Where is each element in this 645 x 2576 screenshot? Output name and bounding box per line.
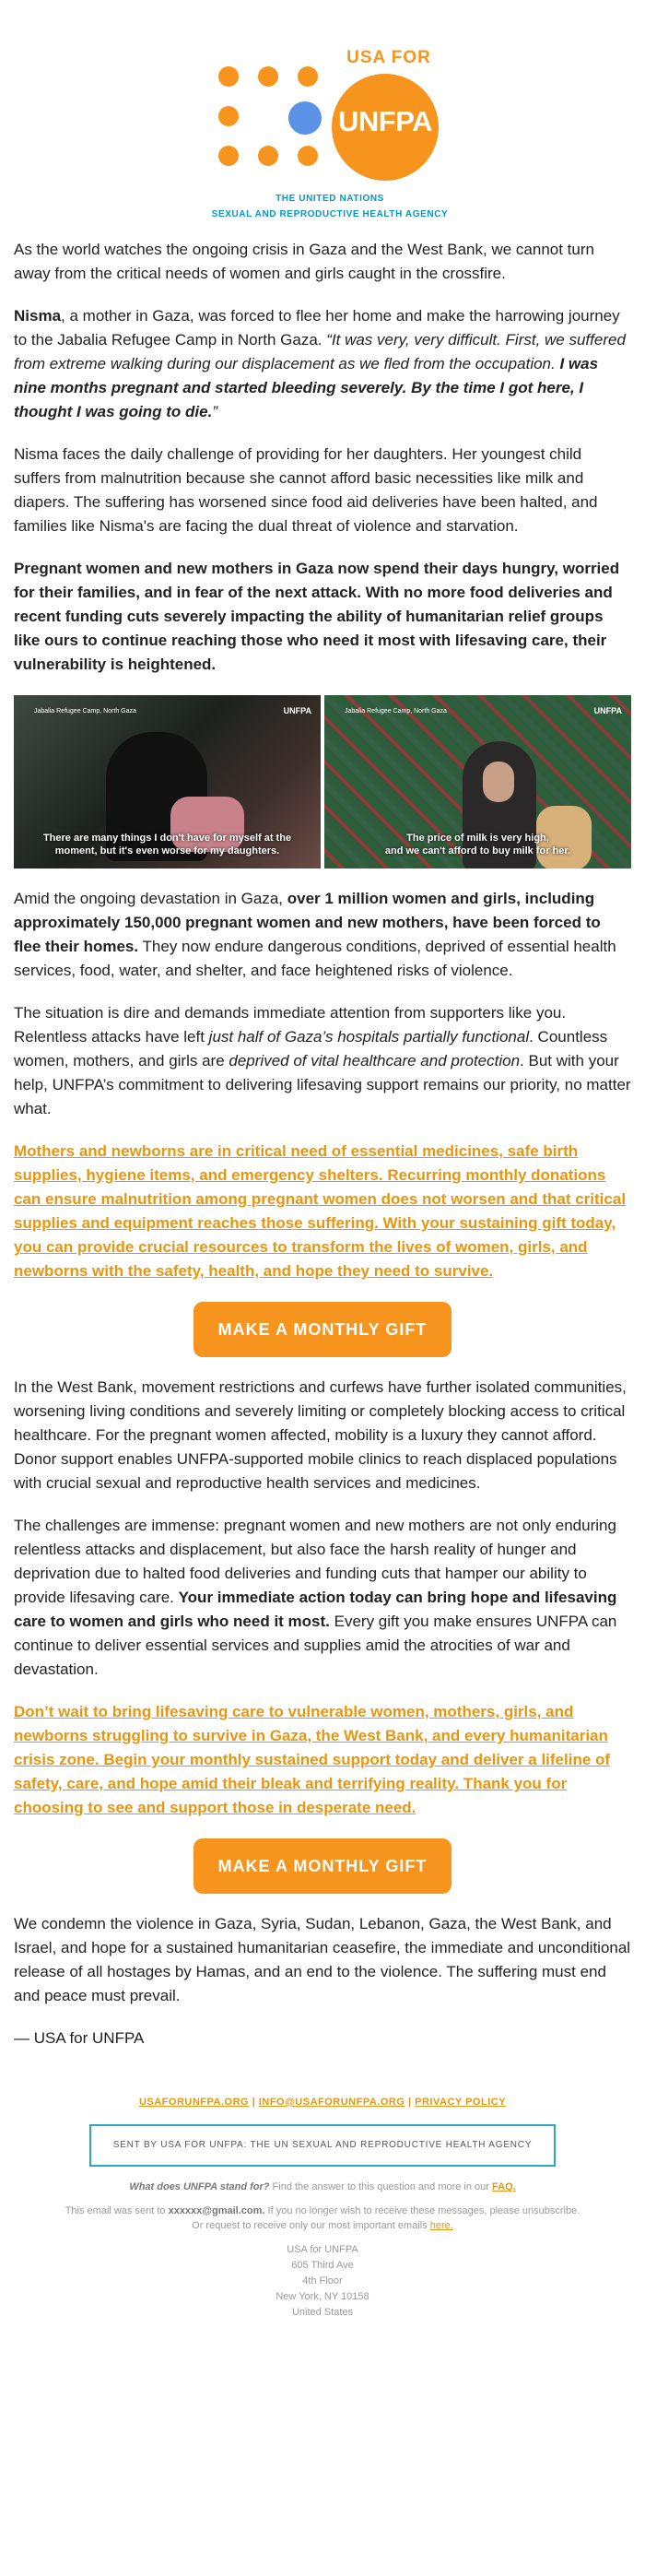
mailing-address: USA for UNFPA 605 Third Ave 4th Floor New York, NY 10158 United States: [276, 2244, 369, 2318]
logo-unfpa: UNFPA: [338, 105, 432, 137]
paragraph-challenge: Nisma faces the daily challenge of providing for her daughters. Her youngest child suffers from malnutrition because she cannot afford basic necessities like milk and diapers. The suffering has worsened since food aid deliveries have been halted, and families like Nisma's are facing the dual threat of violence and starvation.: [14, 445, 598, 535]
agency-tagline: THE UNITED NATIONS SEXUAL AND REPRODUCTIVE HEALTH AGENCY: [211, 194, 449, 219]
footer-link-site[interactable]: USAFORUNFPA.ORG: [138, 2097, 250, 2108]
photo-logo: UNFPA: [283, 706, 311, 715]
paragraph-bold-appeal: Pregnant women and new mothers in Gaza now spend their days hungry, worried for their families, and in fear of the next attack. With no more food deliveries and recent funding cuts severely impacting the ability of humanitarian relief groups like ours to continue reaching those who need it most with lifesaving care, their vulnerability is heightened.: [14, 560, 620, 673]
photo-caption: There are many things I don't have for myself at the moment, but it's even worse for my daughters.: [42, 833, 292, 857]
paragraph-challenges: The challenges are immense: pregnant women and new mothers are not only enduring relentless attacks and displacement, but also face the harsh reality of hunger and deprivation due to halted food deliveries and funding cuts that hamper our ability to provide lifesaving care. Your immediate action today can bring hope and lifesaving care to women and girls who need it most. Every gift you make ensures UNFPA can continue to deliver essential services and supplies amid the atrocities of war and devastation.: [14, 1517, 617, 1678]
sent-by-box: SENT BY USA FOR UNFPA: THE UN SEXUAL AND REPRODUCTIVE HEALTH AGENCY: [89, 2124, 556, 2167]
paragraph-condemn: We condemn the violence in Gaza, Syria, Sudan, Lebanon, Gaza, the West Bank, and Israel, and hope for a sustained humanitarian ceasefire, the immediate and unconditional release of all hostages by Hamas, and an end to the violence. The suffering must end and peace must prevail.: [14, 1915, 631, 2004]
monthly-gift-button-2[interactable]: MAKE A MONTHLY GIFT: [194, 1838, 452, 1894]
paragraph-displacement: Amid the ongoing devastation in Gaza, over 1 million women and girls, including approximately 150,000 pregnant women and new mothers, have been forced to flee their homes. They now endure dangerous conditions, deprived of essential health services, food, water, and shelter, and face heightened risks of violence.: [14, 890, 616, 979]
paragraph-west-bank: In the West Bank, movement restrictions and curfews have further isolated communities, worsening living conditions and severely limiting or completely blocking access to critical healthcare. For the pregnant women affected, mobility is a luxury they cannot afford. Donor support enables UNFPA-supported mobile clinics to reach displaced populations with crucial sexual and reproductive health services and medicines.: [14, 1378, 627, 1492]
photo-location: Jabalia Refugee Camp, North Gaza: [34, 708, 136, 715]
photo-caption: The price of milk is very high, and we can't afford to buy milk for her.: [384, 833, 571, 857]
email-container: [7, 0, 638, 2321]
donate-link-1[interactable]: Mothers and newborns are in critical need of essential medicines, safe birth supplies, hygiene items, and emergency shelters. Recurring monthly donations can ensure malnutrition among pregnant women does not worsen and that critical supplies and equipment reaches those suffering. With your sustaining gift today, you can provide crucial resources to transform the lives of women, girls, and newborns with the safety, health, and hope they need to survive.: [14, 1142, 627, 1280]
logo-usa-for: USA FOR: [346, 48, 431, 67]
photo-row: [14, 695, 631, 869]
paragraph-situation: The situation is dire and demands immediate attention from supporters like you. Relentless attacks have left just half of Gaza’s hospitals partially functional. Countless women, mothers, and girls are deprived of vital healthcare and protection. But with your help, UNFPA’s commitment to delivering lifesaving support remains our priority, no matter what.: [14, 1004, 631, 1117]
paragraph-link-appeal-2: [7, 1700, 638, 1820]
footer-links: USAFORUNFPA.ORG | INFO@USAFORUNFPA.ORG | PRIVACY POLICY: [138, 2097, 507, 2108]
signoff: — USA for UNFPA: [14, 2029, 145, 2047]
faq-line: What does UNFPA stand for? Find the answer to this question and more in our FAQ.: [129, 2181, 516, 2192]
photo-nisma-1: [14, 695, 321, 869]
paragraph-nisma: Nisma, a mother in Gaza, was forced to flee her home and make the harrowing journey to the Jabalia Refugee Camp in North Gaza. “It was very, very difficult. First, we suffered from extreme walking during our displacement as we fled from the occupation. I was nine months pregnant and started bleeding severely. By the time I got here, I thought I was going to die.”: [14, 307, 626, 420]
paragraph-link-appeal-1: [7, 1140, 638, 1283]
header-logo[interactable]: [7, 0, 638, 238]
preferences-link[interactable]: here.: [429, 2220, 453, 2231]
unsubscribe-line: This email was sent to xxxxxx@gmail.com. If you no longer wish to receive these messages, please unsubscribe. Or request to receive only our most important emails here.: [64, 2205, 580, 2231]
faq-link[interactable]: FAQ.: [492, 2181, 516, 2192]
footer-link-email[interactable]: INFO@USAFORUNFPA.ORG: [258, 2097, 405, 2108]
un-globe-icon: [287, 100, 323, 136]
donate-link-2[interactable]: Don’t wait to bring lifesaving care to vulnerable women, mothers, girls, and newborns struggling to survive in Gaza, the West Bank, and every humanitarian crisis zone. Begin your monthly sustained support today and deliver a lifeline of safety, care, and hope amid their bleak and terrifying reality. Thank you for choosing to see and support those in desperate need.: [14, 1703, 611, 1816]
footer-link-privacy[interactable]: PRIVACY POLICY: [415, 2097, 507, 2108]
monthly-gift-button-1[interactable]: MAKE A MONTHLY GIFT: [194, 1302, 452, 1357]
photo-logo: UNFPA: [593, 706, 622, 715]
paragraph-intro: As the world watches the ongoing crisis in Gaza and the West Bank, we cannot turn away from the critical needs of women and girls caught in the crossfire.: [14, 241, 594, 282]
photo-location: Jabalia Refugee Camp, North Gaza: [345, 708, 447, 715]
photo-nisma-2: [324, 695, 631, 869]
footer: [7, 2097, 638, 2321]
